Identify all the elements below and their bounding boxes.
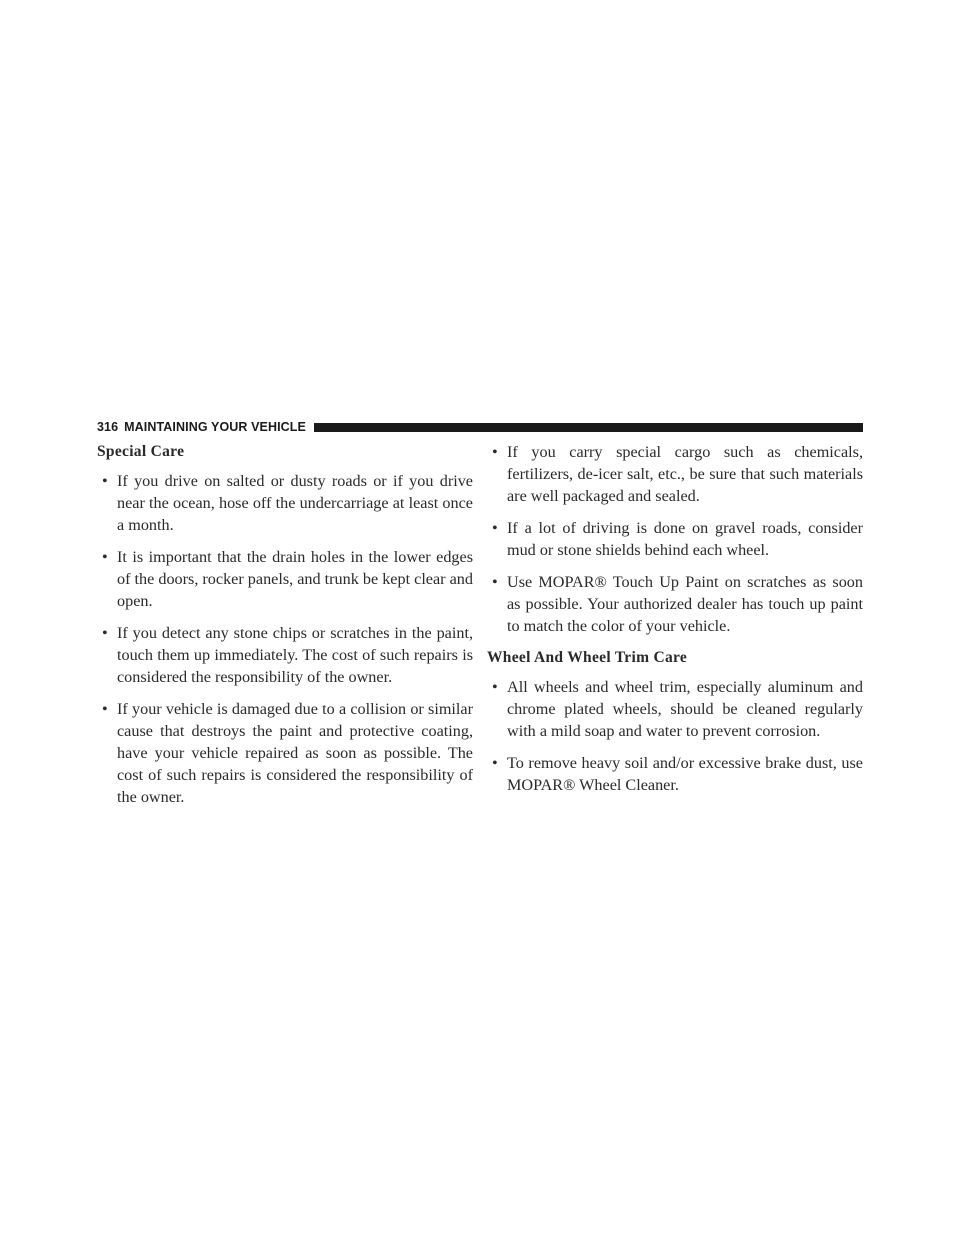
special-care-heading: Special Care <box>97 443 185 460</box>
list-item: • If you drive on salted or dusty roads or if you drive near the ocean, hose off the undercarriage at least once a month. <box>102 472 473 534</box>
list-item: • All wheels and wheel trim, especially aluminum and chrome plated wheels, should be cleaned regularly with a mild soap and water to prevent corrosion. <box>492 678 863 740</box>
wheel-care-list <box>487 676 863 796</box>
bullet-icon: • <box>102 472 108 490</box>
page-header <box>97 419 863 435</box>
list-item: • If you carry special cargo such as chemicals, fertilizers, de-icer salt, etc., be sure that such materials are well packaged and sealed. <box>492 443 863 505</box>
header-rule <box>314 423 863 432</box>
section-title: MAINTAINING YOUR VEHICLE <box>124 420 306 434</box>
left-column <box>97 441 473 818</box>
bullet-icon: • <box>102 624 108 642</box>
list-item: • If your vehicle is damaged due to a collision or similar cause that destroys the paint and protective coating, have your vehicle repaired as soon as possible. The cost of such repairs is considered the responsibility of the owner. <box>102 700 473 806</box>
bullet-icon: • <box>492 519 498 537</box>
list-item: • It is important that the drain holes in the lower edges of the doors, rocker panels, and trunk be kept clear and open. <box>102 548 473 610</box>
special-care-list <box>97 470 473 808</box>
list-item: • If you detect any stone chips or scratches in the paint, touch them up immediately. The cost of such repairs is considered the responsibility of the owner. <box>102 624 473 686</box>
special-care-list-continued <box>487 441 863 637</box>
list-item: • To remove heavy soil and/or excessive brake dust, use MOPAR® Wheel Cleaner. <box>492 754 863 794</box>
bullet-icon: • <box>492 573 498 591</box>
bullet-icon: • <box>102 548 108 566</box>
list-item: • If a lot of driving is done on gravel roads, consider mud or stone shields behind each wheel. <box>492 519 863 559</box>
page-number: 316 <box>97 420 119 434</box>
right-column <box>487 441 863 806</box>
list-item: • Use MOPAR® Touch Up Paint on scratches as soon as possible. Your authorized dealer has touch up paint to match the color of your vehicle. <box>492 573 863 635</box>
bullet-icon: • <box>492 754 498 772</box>
bullet-icon: • <box>492 443 498 461</box>
bullet-icon: • <box>102 700 108 718</box>
bullet-icon: • <box>492 678 498 696</box>
wheel-care-heading: Wheel And Wheel Trim Care <box>487 649 688 666</box>
